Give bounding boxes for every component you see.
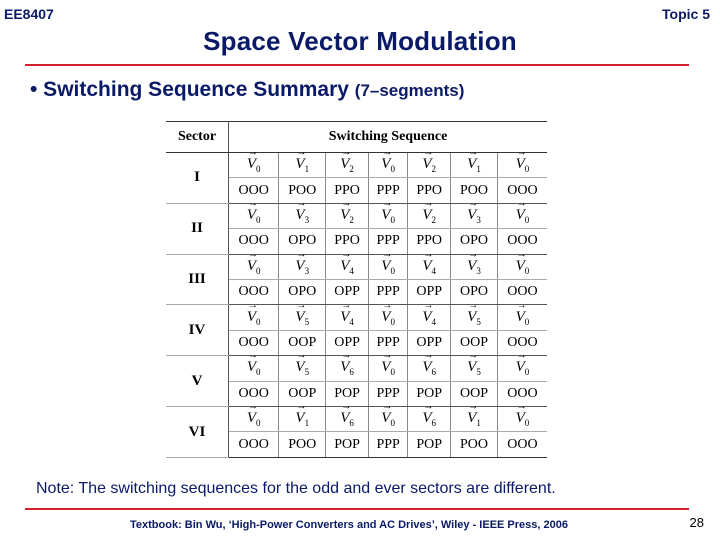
vector-cell: → $V_0$ [229,254,279,279]
slide-subtitle [30,78,464,102]
vector-index: 6 [431,367,437,378]
note-text: Note: The switching sequences for the odd and ever sectors are different. [36,480,556,497]
switching-state-cell: PPO [408,229,451,254]
vector-cell: → $V_3$ [279,203,326,228]
switching-state-cell: OOP [451,381,498,406]
vector-index: 3 [304,265,310,276]
sector-label: III [166,254,229,305]
vector-index: 4 [349,265,354,276]
vector-index: 4 [349,316,354,327]
switching-state-cell: OPP [408,330,451,355]
vector-index: 0 [256,418,261,429]
vector-cell: → $V_0$ [229,407,279,432]
vector-cell: → $V_5$ [279,305,326,330]
switching-state-cell: OOO [229,330,279,355]
switching-state-cell: OPP [408,280,451,305]
vector-cell: → $V_5$ [451,356,498,381]
switching-sequence-table [166,121,547,458]
switching-state-cell: OOO [229,381,279,406]
vector-index: 4 [431,316,437,327]
switching-state-cell: OOO [229,229,279,254]
vector-index: 5 [476,367,481,378]
vector-cell: → $V_4$ [408,305,451,330]
vector-row [166,407,547,432]
switching-state-cell: OPP [326,330,369,355]
switching-state-cell: POP [326,381,369,406]
vector-row [166,356,547,381]
vector-cell: → $V_0$ [369,356,408,381]
vector-index: 0 [524,215,530,226]
vector-cell: → $V_6$ [408,356,451,381]
vector-cell: → $V_0$ [229,203,279,228]
vector-cell: → $V_6$ [326,356,369,381]
vector-index: 6 [349,418,354,429]
page-number: 28 [689,515,704,530]
vector-row [166,254,547,279]
table-header-row [166,122,547,153]
switching-state-cell: OPP [326,280,369,305]
switching-state-cell: OOO [229,432,279,458]
switching-state-cell: OOO [497,280,547,305]
vector-index: 5 [304,316,310,327]
vector-cell: → $V_5$ [279,356,326,381]
vector-cell: → $V_0$ [497,254,547,279]
vector-index: 0 [256,215,261,226]
switching-state-cell: OOP [451,330,498,355]
vector-cell: → $V_0$ [497,305,547,330]
vector-index: 5 [304,367,310,378]
vector-cell: → $V_6$ [408,407,451,432]
switching-state-cell: OOP [279,381,326,406]
vector-index: 0 [524,265,530,276]
footer-divider [25,508,689,510]
vector-index: 0 [256,265,261,276]
switching-state-cell: PPP [369,330,408,355]
vector-index: 1 [304,418,310,429]
vector-cell: → $V_3$ [451,203,498,228]
sector-label: II [166,203,229,254]
vector-row [166,203,547,228]
switching-state-cell: OOO [229,178,279,203]
switching-state-cell: POP [326,432,369,458]
switching-state-cell: OPO [279,229,326,254]
vector-index: 0 [390,265,395,276]
vector-cell: → $V_0$ [369,203,408,228]
switching-state-cell: PPO [408,178,451,203]
vector-row [166,153,547,178]
switching-state-cell: POO [451,432,498,458]
sector-label: V [166,356,229,407]
vector-cell: → $V_1$ [279,153,326,178]
vector-index: 5 [476,316,481,327]
sector-label: IV [166,305,229,356]
switching-state-cell: PPP [369,381,408,406]
vector-index: 3 [476,215,481,226]
subtitle-main: • Switching Sequence Summary [30,78,349,101]
vector-row [166,305,547,330]
vector-cell: → $V_0$ [497,356,547,381]
vector-cell: → $V_4$ [326,305,369,330]
switching-state-cell: PPP [369,229,408,254]
switching-state-cell: OOO [497,381,547,406]
vector-cell: → $V_5$ [451,305,498,330]
vector-index: 0 [524,418,530,429]
vector-index: 2 [349,164,354,175]
switching-state-cell: OOO [497,330,547,355]
vector-index: 6 [349,367,354,378]
title-divider [25,64,689,66]
switching-state-cell: OOO [497,178,547,203]
switching-state-cell: OPO [451,229,498,254]
switching-state-cell: POP [408,381,451,406]
course-code: EE8407 [4,6,54,22]
vector-cell: → $V_4$ [326,254,369,279]
vector-cell: → $V_0$ [229,153,279,178]
vector-index: 0 [256,164,261,175]
vector-index: 0 [390,215,395,226]
sector-label: I [166,153,229,204]
vector-index: 4 [431,265,437,276]
vector-cell: → $V_3$ [279,254,326,279]
switching-state-cell: OPO [279,280,326,305]
switching-state-cell: POP [408,432,451,458]
vector-index: 0 [524,316,530,327]
vector-index: 0 [390,164,395,175]
vector-index: 2 [349,215,354,226]
switching-state-cell: PPO [326,229,369,254]
switching-state-cell: OOP [279,330,326,355]
switching-state-cell: PPO [326,178,369,203]
vector-index: 0 [256,367,261,378]
subtitle-paren: (7–segments) [354,81,465,100]
vector-index: 0 [524,164,530,175]
vector-cell: → $V_1$ [279,407,326,432]
switching-state-cell: OOO [229,280,279,305]
vector-index: 1 [304,164,310,175]
switching-state-cell: POO [279,432,326,458]
switching-state-cell: OOO [497,432,547,458]
vector-cell: → $V_3$ [451,254,498,279]
textbook-reference: Textbook: Bin Wu, ‘High-Power Converters and AC Drives’, Wiley - IEEE Press, 2006 [130,519,568,531]
vector-cell: → $V_0$ [229,305,279,330]
switching-state-cell: POO [279,178,326,203]
sector-label: VI [166,407,229,458]
switching-state-cell: PPP [369,178,408,203]
vector-index: 2 [431,164,437,175]
vector-index: 0 [390,367,395,378]
vector-cell: → $V_1$ [451,153,498,178]
vector-index: 0 [390,316,395,327]
header-switching-sequence: Switching Sequence [229,122,548,153]
vector-cell: → $V_4$ [408,254,451,279]
slide-title: Space Vector Modulation [203,26,517,56]
vector-cell: → $V_0$ [369,153,408,178]
vector-cell: → $V_0$ [369,254,408,279]
switching-state-cell: POO [451,178,498,203]
vector-cell: → $V_1$ [451,407,498,432]
switching-state-cell: PPP [369,432,408,458]
switching-state-cell: OPO [451,280,498,305]
vector-index: 1 [476,164,481,175]
vector-cell: → $V_2$ [326,153,369,178]
vector-cell: → $V_0$ [369,305,408,330]
vector-cell: → $V_0$ [497,203,547,228]
vector-index: 1 [476,418,481,429]
vector-cell: → $V_0$ [497,407,547,432]
vector-index: 3 [304,215,310,226]
vector-index: 2 [431,215,437,226]
switching-state-cell: PPP [369,280,408,305]
vector-index: 3 [476,265,481,276]
vector-index: 0 [524,367,530,378]
table-body [166,153,547,458]
vector-cell: → $V_2$ [326,203,369,228]
vector-cell: → $V_2$ [408,203,451,228]
vector-index: 0 [390,418,395,429]
vector-cell: → $V_2$ [408,153,451,178]
switching-state-cell: OOO [497,229,547,254]
vector-index: 6 [431,418,437,429]
vector-cell: → $V_0$ [369,407,408,432]
header-sector: Sector [166,122,229,153]
vector-cell: → $V_6$ [326,407,369,432]
vector-index: 0 [256,316,261,327]
vector-cell: → $V_0$ [229,356,279,381]
vector-cell: → $V_0$ [497,153,547,178]
topic-label: Topic 5 [662,6,710,22]
